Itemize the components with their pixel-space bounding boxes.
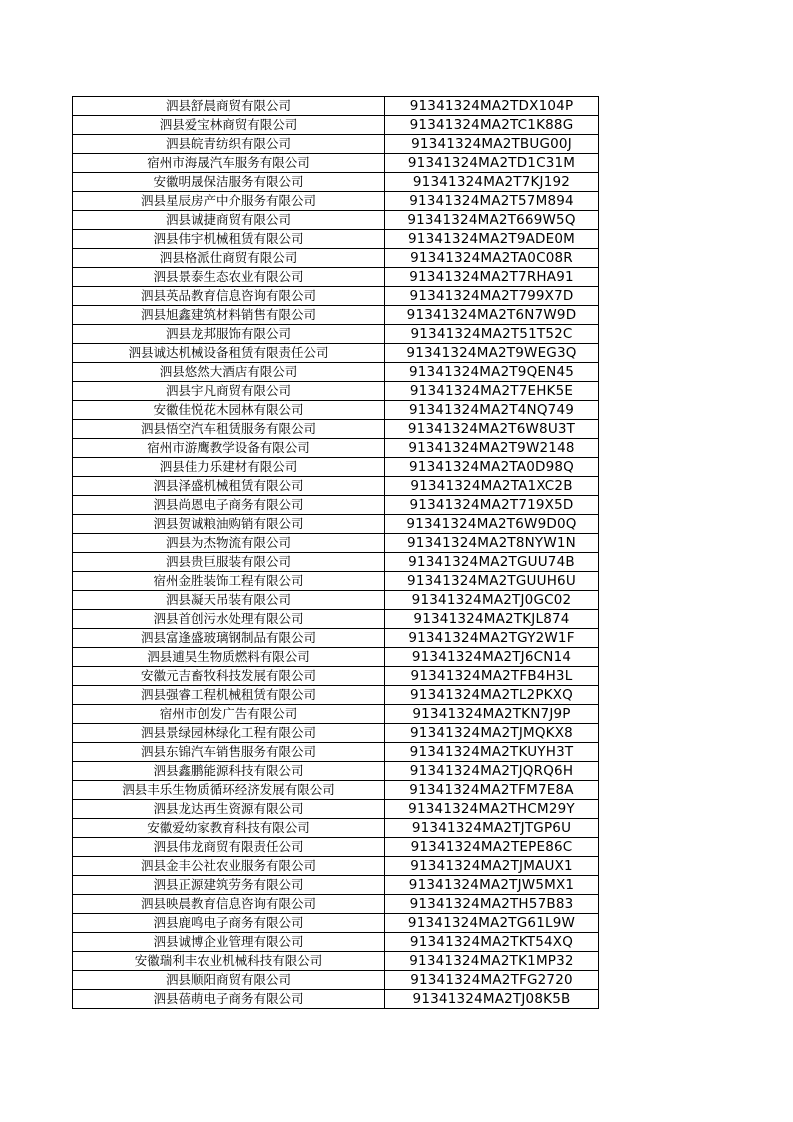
credit-code-cell: 91341324MA2TK1MP32: [385, 952, 599, 971]
company-name-cell: 泗县舒晨商贸有限公司: [73, 97, 385, 116]
company-name-cell: 泗县格派仕商贸有限公司: [73, 249, 385, 268]
credit-code-cell: 91341324MA2T7RHA91: [385, 268, 599, 287]
credit-code-cell: 91341324MA2TEPE86C: [385, 838, 599, 857]
table-row: [73, 743, 599, 762]
table-row: [73, 610, 599, 629]
credit-code-cell: 91341324MA2TJMAUX1: [385, 857, 599, 876]
company-name-cell: 泗县金丰公社农业服务有限公司: [73, 857, 385, 876]
credit-code-cell: 91341324MA2TH57B83: [385, 895, 599, 914]
company-name-cell: 泗县皖青纺织有限公司: [73, 135, 385, 154]
company-name-cell: 泗县泽盛机械租赁有限公司: [73, 477, 385, 496]
company-name-cell: 宿州市海晟汽车服务有限公司: [73, 154, 385, 173]
company-name-cell: 泗县鹿鸣电子商务有限公司: [73, 914, 385, 933]
company-name-cell: 泗县龙达再生资源有限公司: [73, 800, 385, 819]
company-name-cell: 泗县伟龙商贸有限责任公司: [73, 838, 385, 857]
table-row: [73, 952, 599, 971]
table-row: [73, 211, 599, 230]
company-name-cell: 泗县强睿工程机械租赁有限公司: [73, 686, 385, 705]
table-row: [73, 515, 599, 534]
company-name-cell: 泗县尚恩电子商务有限公司: [73, 496, 385, 515]
company-name-cell: 泗县诚捷商贸有限公司: [73, 211, 385, 230]
company-name-cell: 泗县凝天吊装有限公司: [73, 591, 385, 610]
credit-code-cell: 91341324MA2T7EHK5E: [385, 382, 599, 401]
company-name-cell: 泗县蓓萌电子商务有限公司: [73, 990, 385, 1009]
credit-code-cell: 91341324MA2TKN7J9P: [385, 705, 599, 724]
credit-code-cell: 91341324MA2T6W9D0Q: [385, 515, 599, 534]
company-name-cell: 泗县首创污水处理有限公司: [73, 610, 385, 629]
table-row: [73, 344, 599, 363]
credit-code-cell: 91341324MA2TJW5MX1: [385, 876, 599, 895]
company-name-cell: 泗县悟空汽车租赁服务有限公司: [73, 420, 385, 439]
credit-code-cell: 91341324MA2T51T52C: [385, 325, 599, 344]
table-row: [73, 705, 599, 724]
credit-code-cell: 91341324MA2TKJL874: [385, 610, 599, 629]
table-row: [73, 819, 599, 838]
company-name-cell: 泗县为杰物流有限公司: [73, 534, 385, 553]
company-registry-table: [72, 96, 599, 1009]
company-name-cell: 安徽瑞利丰农业机械科技有限公司: [73, 952, 385, 971]
table-row: [73, 876, 599, 895]
company-name-cell: 安徽元吉畜牧科技发展有限公司: [73, 667, 385, 686]
company-name-cell: 宿州市游鹰教学设备有限公司: [73, 439, 385, 458]
table-row: [73, 591, 599, 610]
table-row: [73, 363, 599, 382]
table-row: [73, 724, 599, 743]
credit-code-cell: 91341324MA2TJ6CN14: [385, 648, 599, 667]
table-row: [73, 534, 599, 553]
credit-code-cell: 91341324MA2THCM29Y: [385, 800, 599, 819]
credit-code-cell: 91341324MA2TJ0GC02: [385, 591, 599, 610]
credit-code-cell: 91341324MA2TDX104P: [385, 97, 599, 116]
company-name-cell: 泗县鑫鹏能源科技有限公司: [73, 762, 385, 781]
credit-code-cell: 91341324MA2TA0D98Q: [385, 458, 599, 477]
credit-code-cell: 91341324MA2T9QEN45: [385, 363, 599, 382]
company-name-cell: 泗县龙邦服饰有限公司: [73, 325, 385, 344]
company-name-cell: 泗县诚达机械设备租赁有限责任公司: [73, 344, 385, 363]
credit-code-cell: 91341324MA2TA0C08R: [385, 249, 599, 268]
company-name-cell: 泗县旭鑫建筑材料销售有限公司: [73, 306, 385, 325]
table-row: [73, 401, 599, 420]
company-name-cell: 泗县顺阳商贸有限公司: [73, 971, 385, 990]
company-name-cell: 泗县正源建筑劳务有限公司: [73, 876, 385, 895]
table-row: [73, 439, 599, 458]
company-name-cell: 泗县诚博企业管理有限公司: [73, 933, 385, 952]
table-row: [73, 572, 599, 591]
credit-code-cell: 91341324MA2TBUG00J: [385, 135, 599, 154]
company-name-cell: 泗县英品教育信息咨询有限公司: [73, 287, 385, 306]
table-row: [73, 857, 599, 876]
credit-code-cell: 91341324MA2T9ADE0M: [385, 230, 599, 249]
credit-code-cell: 91341324MA2TJ08K5B: [385, 990, 599, 1009]
table-row: [73, 192, 599, 211]
table-row: [73, 287, 599, 306]
credit-code-cell: 91341324MA2TGUU74B: [385, 553, 599, 572]
credit-code-cell: 91341324MA2T6W8U3T: [385, 420, 599, 439]
credit-code-cell: 91341324MA2TGUUH6U: [385, 572, 599, 591]
table-row: [73, 496, 599, 515]
credit-code-cell: 91341324MA2TD1C31M: [385, 154, 599, 173]
table-row: [73, 325, 599, 344]
company-name-cell: 宿州金胜装饰工程有限公司: [73, 572, 385, 591]
credit-code-cell: 91341324MA2T9W2148: [385, 439, 599, 458]
table-row: [73, 135, 599, 154]
credit-code-cell: 91341324MA2TFB4H3L: [385, 667, 599, 686]
credit-code-cell: 91341324MA2TJTGP6U: [385, 819, 599, 838]
table-row: [73, 458, 599, 477]
credit-code-cell: 91341324MA2T57M894: [385, 192, 599, 211]
company-name-cell: 泗县景绿园林绿化工程有限公司: [73, 724, 385, 743]
table-row: [73, 249, 599, 268]
company-name-cell: 泗县贺诚粮油购销有限公司: [73, 515, 385, 534]
table-row: [73, 971, 599, 990]
table-row: [73, 933, 599, 952]
credit-code-cell: 91341324MA2TFM7E8A: [385, 781, 599, 800]
table-row: [73, 173, 599, 192]
credit-code-cell: 91341324MA2TL2PKXQ: [385, 686, 599, 705]
credit-code-cell: 91341324MA2T4NQ749: [385, 401, 599, 420]
table-row: [73, 667, 599, 686]
table-row: [73, 268, 599, 287]
table-row: [73, 116, 599, 135]
table-row: [73, 781, 599, 800]
credit-code-cell: 91341324MA2TJMQKX8: [385, 724, 599, 743]
company-name-cell: 泗县贵巨服装有限公司: [73, 553, 385, 572]
company-name-cell: 安徽爱幼家教育科技有限公司: [73, 819, 385, 838]
company-name-cell: 泗县爱宝林商贸有限公司: [73, 116, 385, 135]
credit-code-cell: 91341324MA2T8NYW1N: [385, 534, 599, 553]
company-name-cell: 泗县富逢盛玻璃钢制品有限公司: [73, 629, 385, 648]
credit-code-cell: 91341324MA2T719X5D: [385, 496, 599, 515]
table-row: [73, 97, 599, 116]
credit-code-cell: 91341324MA2T9WEG3Q: [385, 344, 599, 363]
credit-code-cell: 91341324MA2T669W5Q: [385, 211, 599, 230]
table-row: [73, 895, 599, 914]
table-row: [73, 154, 599, 173]
company-name-cell: 泗县丰乐生物质循环经济发展有限公司: [73, 781, 385, 800]
company-name-cell: 宿州市创发广告有限公司: [73, 705, 385, 724]
credit-code-cell: 91341324MA2TGY2W1F: [385, 629, 599, 648]
credit-code-cell: 91341324MA2T6N7W9D: [385, 306, 599, 325]
credit-code-cell: 91341324MA2T7KJ192: [385, 173, 599, 192]
table-row: [73, 990, 599, 1009]
company-name-cell: 安徽明晟保洁服务有限公司: [73, 173, 385, 192]
table-row: [73, 477, 599, 496]
company-name-cell: 泗县映晨教育信息咨询有限公司: [73, 895, 385, 914]
table-row: [73, 648, 599, 667]
company-name-cell: 泗县星辰房产中介服务有限公司: [73, 192, 385, 211]
credit-code-cell: 91341324MA2T799X7D: [385, 287, 599, 306]
company-name-cell: 泗县伟宇机械租赁有限公司: [73, 230, 385, 249]
table-row: [73, 306, 599, 325]
table-row: [73, 230, 599, 249]
company-name-cell: 泗县景泰生态农业有限公司: [73, 268, 385, 287]
company-name-cell: 泗县宇凡商贸有限公司: [73, 382, 385, 401]
credit-code-cell: 91341324MA2TKUYH3T: [385, 743, 599, 762]
table-row: [73, 420, 599, 439]
table-row: [73, 838, 599, 857]
credit-code-cell: 91341324MA2TJQRQ6H: [385, 762, 599, 781]
company-name-cell: 泗县佳力乐建材有限公司: [73, 458, 385, 477]
table-row: [73, 914, 599, 933]
table-row: [73, 762, 599, 781]
company-name-cell: 泗县东锦汽车销售服务有限公司: [73, 743, 385, 762]
company-name-cell: 泗县逋昊生物质燃料有限公司: [73, 648, 385, 667]
credit-code-cell: 91341324MA2TFG2720: [385, 971, 599, 990]
company-name-cell: 泗县悠然大酒店有限公司: [73, 363, 385, 382]
table-row: [73, 686, 599, 705]
table-row: [73, 382, 599, 401]
registry-table-body: [73, 97, 599, 1009]
credit-code-cell: 91341324MA2TA1XC2B: [385, 477, 599, 496]
credit-code-cell: 91341324MA2TKT54XQ: [385, 933, 599, 952]
table-row: [73, 800, 599, 819]
credit-code-cell: 91341324MA2TC1K88G: [385, 116, 599, 135]
table-row: [73, 629, 599, 648]
credit-code-cell: 91341324MA2TG61L9W: [385, 914, 599, 933]
company-name-cell: 安徽佳悦花木园林有限公司: [73, 401, 385, 420]
table-row: [73, 553, 599, 572]
